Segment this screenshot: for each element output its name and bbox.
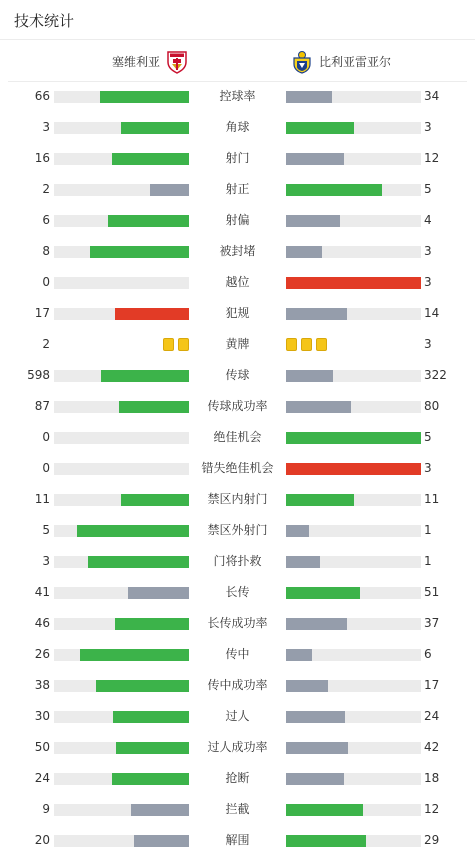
home-stat-bar-fill (77, 525, 189, 537)
sevilla-crest-icon (166, 50, 188, 74)
stat-row (0, 112, 475, 143)
home-stat-bar (54, 277, 189, 289)
team-header (8, 41, 467, 82)
stat-row (0, 267, 475, 298)
home-stat-value: 11 (34, 492, 50, 506)
stat-row (0, 360, 475, 391)
away-stat-value: 37 (424, 616, 440, 630)
stat-row (0, 236, 475, 267)
home-stat-bar (54, 742, 189, 754)
yellow-card-icon (286, 338, 297, 351)
home-stat-value: 16 (34, 151, 50, 165)
home-stat-value: 3 (42, 554, 50, 568)
home-stat-value: 3 (42, 120, 50, 134)
away-stat-bar (286, 556, 421, 568)
home-stat-bar-fill (128, 587, 189, 599)
away-stat-bar-fill (286, 91, 332, 103)
away-stat-bar-fill (286, 153, 344, 165)
stat-label: 拦截 (225, 802, 250, 816)
stat-row (0, 825, 475, 856)
away-stat-bar (286, 153, 421, 165)
away-stat-value: 3 (424, 461, 432, 475)
stat-row (0, 205, 475, 236)
home-stat-value: 26 (34, 647, 50, 661)
away-stat-bar-fill (286, 370, 333, 382)
stat-label: 禁区内射门 (207, 492, 268, 506)
home-stat-value: 50 (34, 740, 50, 754)
yellow-card-icon (316, 338, 327, 351)
away-stat-bar-fill (286, 184, 382, 196)
home-stat-bar (54, 184, 189, 196)
away-stat-bar-fill (286, 122, 354, 134)
home-stat-value: 6 (42, 213, 50, 227)
away-stat-bar-fill (286, 277, 421, 289)
away-stat-value: 3 (424, 244, 432, 258)
away-stat-value: 12 (424, 802, 440, 816)
home-stat-bar (54, 711, 189, 723)
home-stat-bar-fill (116, 742, 189, 754)
away-stat-bar (286, 432, 421, 444)
stat-label: 传中成功率 (207, 678, 268, 692)
home-stat-bar-fill (113, 711, 189, 723)
home-stat-bar-fill (100, 91, 189, 103)
stat-label: 抢断 (225, 771, 250, 785)
home-stat-bar-fill (112, 153, 189, 165)
home-stat-value: 2 (42, 182, 50, 196)
header (0, 0, 475, 40)
home-stat-bar (54, 401, 189, 413)
home-stat-bar (54, 215, 189, 227)
away-stat-bar (286, 742, 421, 754)
home-stat-value: 5 (42, 523, 50, 537)
home-stat-bar (54, 308, 189, 320)
stat-label: 控球率 (219, 89, 256, 103)
stat-label: 门将扑救 (213, 554, 262, 568)
away-stat-value: 3 (424, 275, 432, 289)
home-team (112, 41, 188, 82)
stat-label: 犯规 (225, 306, 250, 320)
home-stat-value: 38 (34, 678, 50, 692)
home-stat-bar-fill (96, 680, 189, 692)
stat-row (0, 670, 475, 701)
away-stat-bar-fill (286, 773, 344, 785)
away-stat-value: 34 (424, 89, 440, 103)
home-stat-value: 8 (42, 244, 50, 258)
away-stat-value: 17 (424, 678, 440, 692)
home-stat-value: 87 (34, 399, 50, 413)
away-stat-value: 12 (424, 151, 440, 165)
stat-label: 传球成功率 (207, 399, 268, 413)
away-stat-bar (286, 308, 421, 320)
stat-row (0, 484, 475, 515)
home-stat-value: 30 (34, 709, 50, 723)
stat-row (0, 81, 475, 112)
stat-label: 解围 (225, 833, 250, 847)
away-stat-bar (286, 91, 421, 103)
away-stat-value: 29 (424, 833, 440, 847)
away-stat-value: 51 (424, 585, 440, 599)
away-stat-bar (286, 277, 421, 289)
stat-row (0, 639, 475, 670)
home-stat-value: 41 (34, 585, 50, 599)
home-stat-value: 20 (34, 833, 50, 847)
stat-row (0, 701, 475, 732)
stat-label: 角球 (225, 120, 250, 134)
yellow-card-icon (178, 338, 189, 351)
stat-row (0, 174, 475, 205)
home-stat-bar-fill (90, 246, 189, 258)
home-stat-bar (54, 649, 189, 661)
stat-row (0, 422, 475, 453)
stat-row (0, 298, 475, 329)
villarreal-crest-icon (291, 50, 313, 74)
home-stat-value: 0 (42, 461, 50, 475)
home-stat-bar-fill (115, 308, 189, 320)
away-stat-bar-fill (286, 432, 421, 444)
home-stat-bar (54, 556, 189, 568)
home-stat-bar-fill (121, 122, 189, 134)
stat-row (0, 608, 475, 639)
away-stat-bar-fill (286, 835, 366, 847)
stat-label: 过人 (225, 709, 250, 723)
home-stat-bar-fill (121, 494, 189, 506)
away-stat-value: 5 (424, 182, 432, 196)
stat-row (0, 577, 475, 608)
home-stat-bar-fill (131, 804, 189, 816)
away-stat-value: 3 (424, 120, 432, 134)
away-stat-bar (286, 773, 421, 785)
away-team (291, 41, 391, 82)
home-stat-bar (54, 153, 189, 165)
home-stat-value: 9 (42, 802, 50, 816)
home-stat-bar (54, 432, 189, 444)
stat-label: 越位 (225, 275, 250, 289)
home-stat-bar-fill (112, 773, 189, 785)
away-stat-value: 5 (424, 430, 432, 444)
home-stat-bar-fill (101, 370, 189, 382)
stat-row (0, 794, 475, 825)
stat-label: 被封堵 (219, 244, 256, 258)
home-stat-bar (54, 587, 189, 599)
home-stat-bar (54, 246, 189, 258)
away-stat-bar (286, 649, 421, 661)
stat-row (0, 453, 475, 484)
away-stat-bar-fill (286, 711, 345, 723)
stat-label: 传球 (225, 368, 250, 382)
home-stat-value: 598 (27, 368, 50, 382)
home-stat-bar-fill (119, 401, 189, 413)
stat-label: 长传 (225, 585, 250, 599)
home-stat-bar (54, 122, 189, 134)
away-stat-bar-fill (286, 556, 320, 568)
stat-label: 黄牌 (225, 337, 250, 351)
away-team-name: 比利亚雷亚尔 (319, 55, 392, 69)
home-stat-bar (54, 463, 189, 475)
away-stat-value: 1 (424, 523, 432, 537)
stat-label: 传中 (225, 647, 250, 661)
away-stat-bar-fill (286, 587, 360, 599)
away-stat-value: 4 (424, 213, 432, 227)
away-stat-value: 6 (424, 647, 432, 661)
stat-row (0, 143, 475, 174)
stat-label: 射门 (225, 151, 250, 165)
stat-row (0, 763, 475, 794)
away-stat-value: 42 (424, 740, 440, 754)
away-yellow-cards (286, 338, 327, 351)
away-stat-value: 3 (424, 337, 432, 351)
home-stat-bar (54, 370, 189, 382)
away-stat-bar-fill (286, 680, 328, 692)
stat-label: 射偏 (225, 213, 250, 227)
away-stat-value: 18 (424, 771, 440, 785)
away-stat-bar (286, 587, 421, 599)
away-stat-bar (286, 711, 421, 723)
home-stat-bar-fill (108, 215, 189, 227)
away-stat-value: 14 (424, 306, 440, 320)
away-stat-bar-fill (286, 742, 348, 754)
home-yellow-cards (163, 338, 189, 351)
away-stat-bar (286, 122, 421, 134)
stat-label: 禁区外射门 (207, 523, 268, 537)
yellow-card-icon (301, 338, 312, 351)
away-stat-bar (286, 618, 421, 630)
home-stat-bar (54, 618, 189, 630)
home-stat-bar (54, 835, 189, 847)
home-stat-bar (54, 91, 189, 103)
home-stat-bar (54, 525, 189, 537)
away-stat-bar-fill (286, 246, 322, 258)
away-stat-bar (286, 215, 421, 227)
home-stat-value: 66 (34, 89, 50, 103)
home-stat-bar-fill (134, 835, 189, 847)
away-stat-bar-fill (286, 494, 354, 506)
stat-row (0, 329, 475, 360)
stat-row (0, 391, 475, 422)
away-stat-value: 322 (424, 368, 447, 382)
stat-label: 射正 (225, 182, 250, 196)
stat-row (0, 546, 475, 577)
home-stat-bar-fill (150, 184, 189, 196)
home-stat-value: 2 (42, 337, 50, 351)
away-stat-bar-fill (286, 804, 363, 816)
stat-row (0, 732, 475, 763)
home-stat-bar (54, 773, 189, 785)
away-stat-bar (286, 494, 421, 506)
away-stat-bar-fill (286, 401, 351, 413)
stat-row (0, 515, 475, 546)
home-stat-bar (54, 680, 189, 692)
stat-label: 绝佳机会 (213, 430, 262, 444)
away-stat-bar-fill (286, 308, 347, 320)
away-stat-bar (286, 370, 421, 382)
home-stat-value: 24 (34, 771, 50, 785)
home-stat-value: 46 (34, 616, 50, 630)
away-stat-value: 24 (424, 709, 440, 723)
yellow-card-icon (163, 338, 174, 351)
away-stat-bar (286, 246, 421, 258)
home-stat-bar (54, 804, 189, 816)
away-stat-bar-fill (286, 649, 312, 661)
home-stat-bar (54, 494, 189, 506)
home-team-name: 塞维利亚 (111, 55, 160, 69)
away-stat-bar-fill (286, 618, 347, 630)
home-stat-value: 17 (34, 306, 50, 320)
away-stat-bar (286, 463, 421, 475)
stat-label: 错失绝佳机会 (201, 461, 274, 475)
away-stat-bar-fill (286, 463, 421, 475)
away-stat-bar (286, 525, 421, 537)
away-stat-bar-fill (286, 215, 340, 227)
away-stat-bar-fill (286, 525, 309, 537)
away-stat-bar (286, 680, 421, 692)
away-stat-value: 80 (424, 399, 440, 413)
home-stat-bar-fill (80, 649, 189, 661)
page-title: 技术统计 (14, 12, 75, 30)
stat-label: 过人成功率 (207, 740, 268, 754)
home-stat-value: 0 (42, 275, 50, 289)
stat-label: 长传成功率 (207, 616, 268, 630)
home-stat-bar-fill (115, 618, 189, 630)
away-stat-bar (286, 184, 421, 196)
away-stat-value: 1 (424, 554, 432, 568)
away-stat-bar (286, 804, 421, 816)
away-stat-bar (286, 401, 421, 413)
away-stat-value: 11 (424, 492, 440, 506)
home-stat-bar-fill (88, 556, 189, 568)
home-stat-value: 0 (42, 430, 50, 444)
away-stat-bar (286, 835, 421, 847)
